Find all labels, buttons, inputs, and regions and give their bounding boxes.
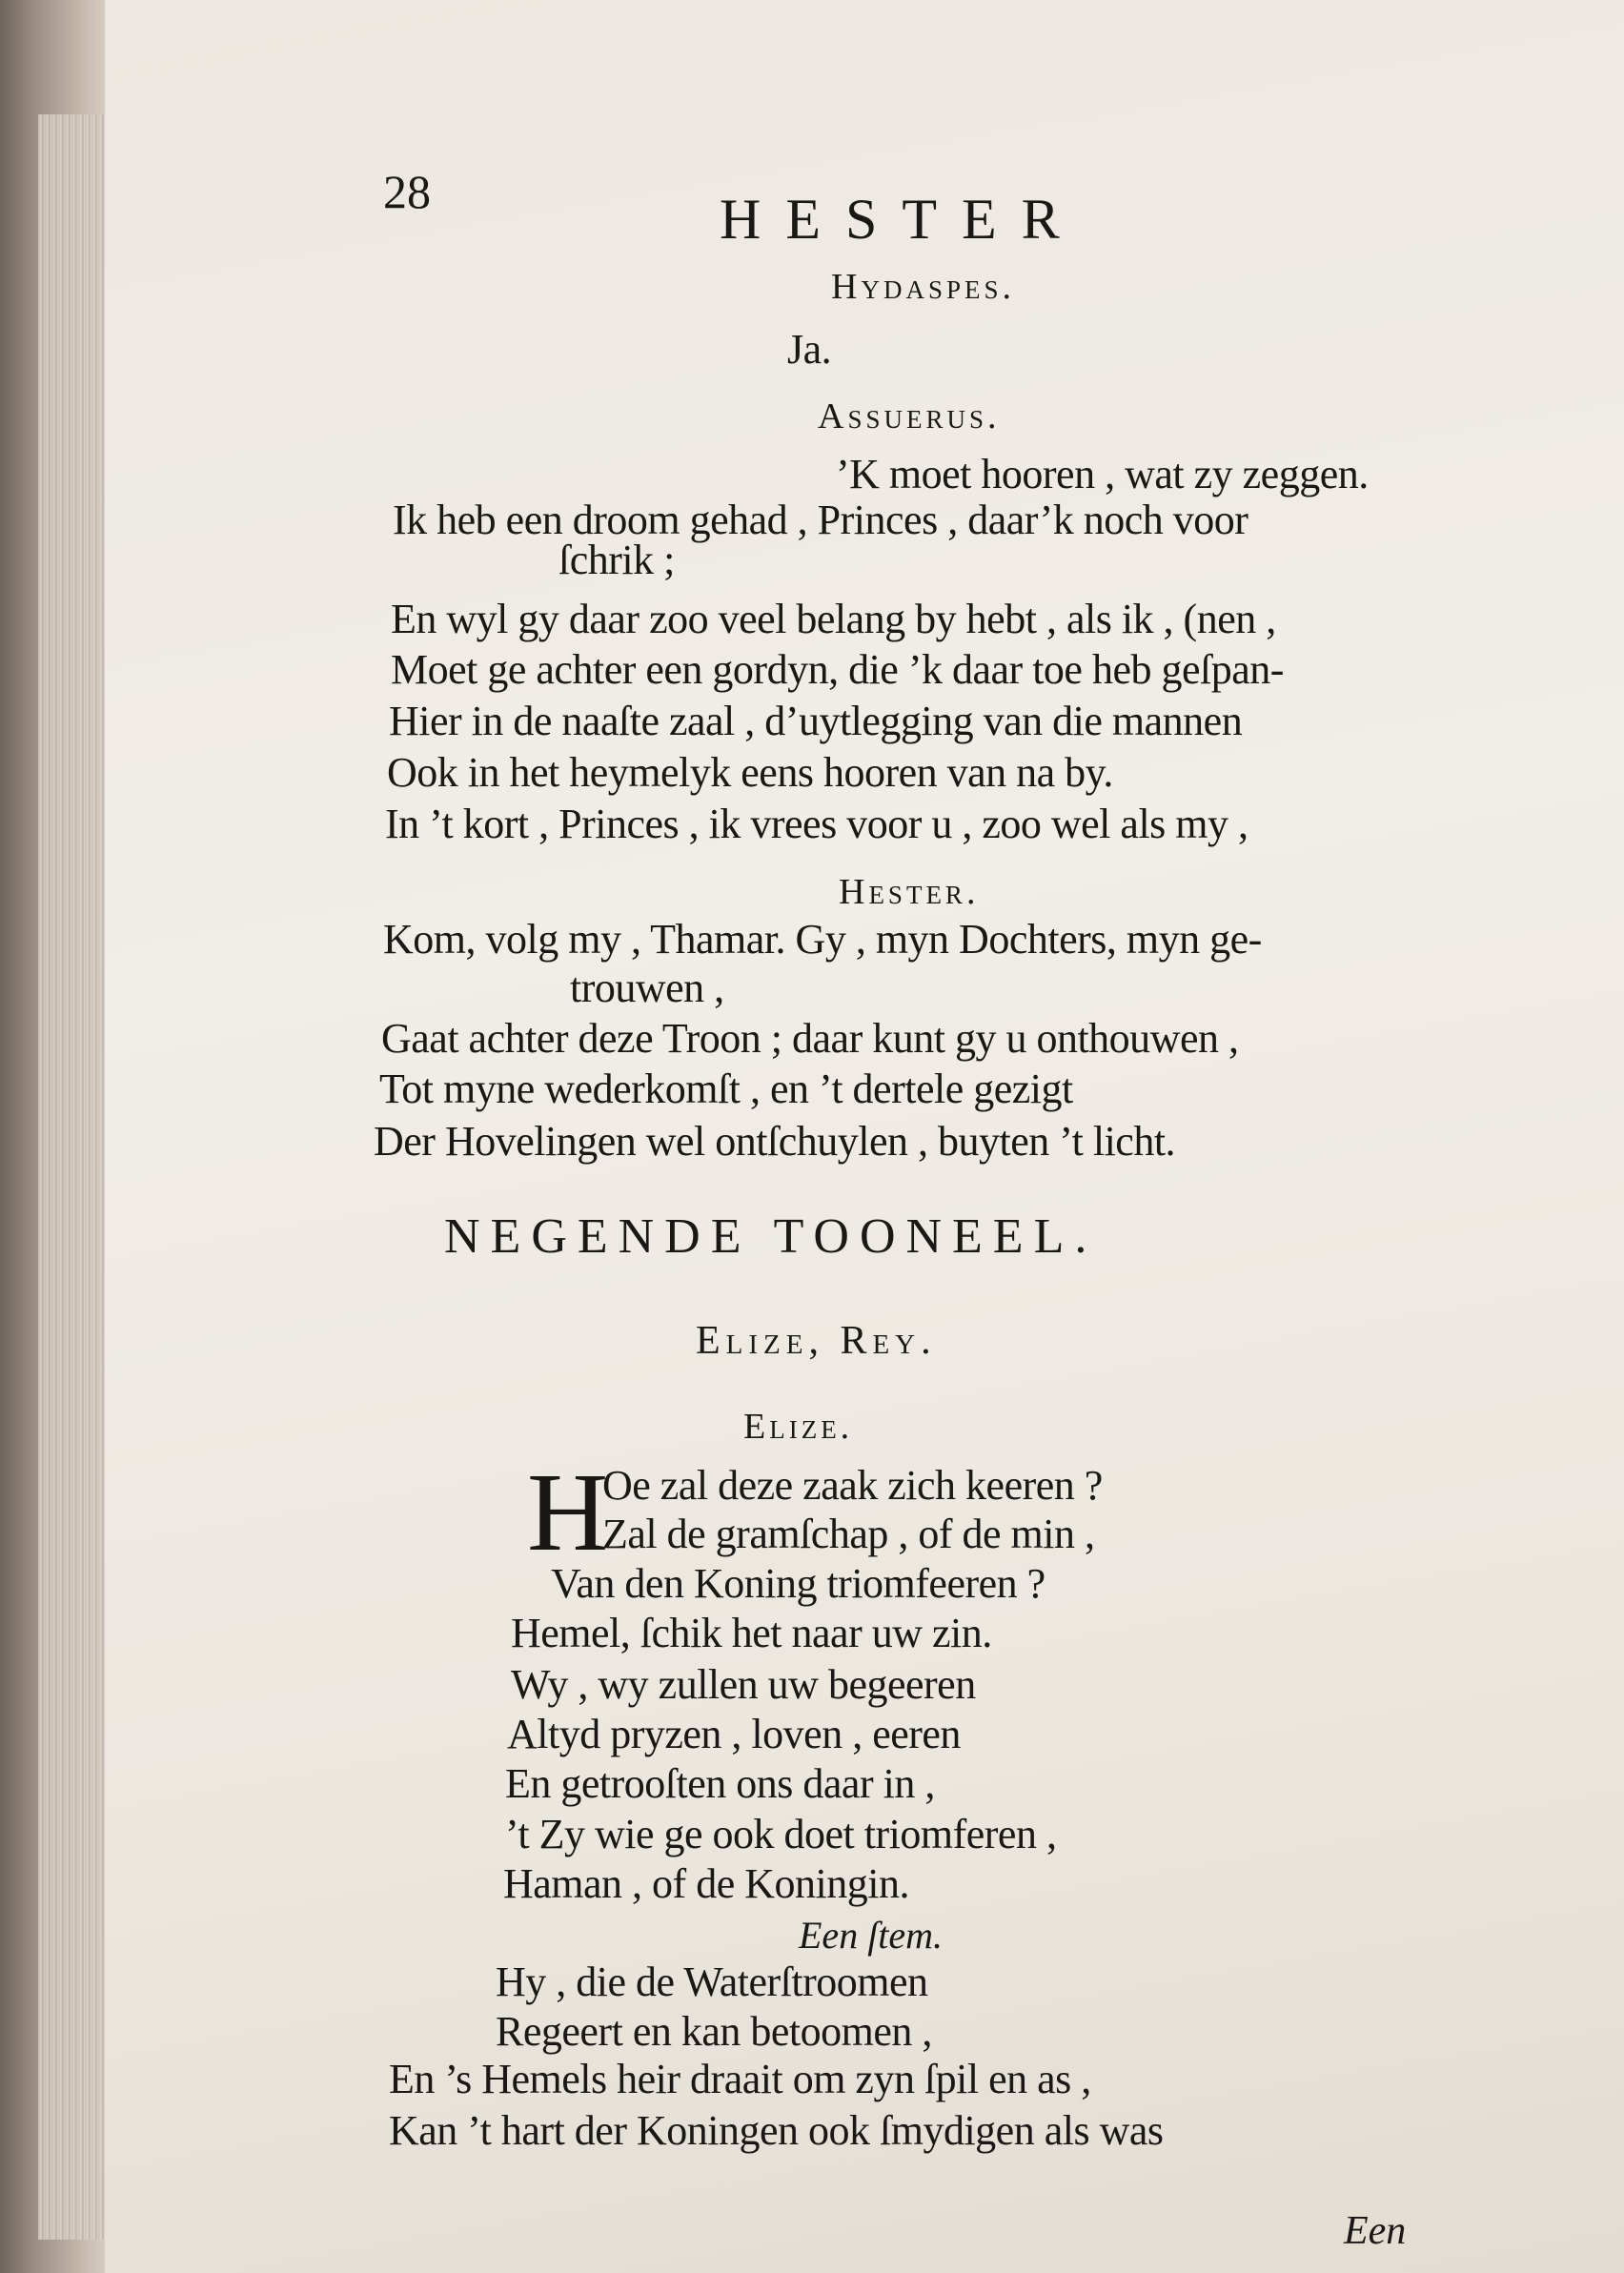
- verse-line: Tot myne wederkomſt , en ’t dertele gezigt: [379, 1065, 1073, 1112]
- verse-line: Ik heb een droom gehad , Princes , daar’k noch voor: [393, 497, 1248, 543]
- speaker-een-stem: Een ſtem.: [799, 1914, 944, 1957]
- verse-line: Ook in het heymelyk eens hooren van na by.: [387, 749, 1113, 796]
- verse-line: Regeert en kan betoomen ,: [496, 2008, 932, 2055]
- verse-line: Van den Koning triomfeeren ?: [551, 1560, 1045, 1607]
- verse-line: Kom, volg my , Thamar. Gy , myn Dochters, myn ge-: [383, 916, 1262, 963]
- verse-line: En wyl gy daar zoo veel belang by hebt , als ik , (nen ,: [391, 596, 1276, 642]
- verse-line: En getrooſten ons daar in ,: [505, 1760, 935, 1807]
- verse-line: Hemel, ſchik het naar uw zin.: [511, 1610, 992, 1656]
- verse-line: Altyd pryzen , loven , eeren: [507, 1711, 961, 1757]
- speaker-elize: Elize.: [743, 1407, 854, 1447]
- verse-line: trouwen ,: [570, 964, 724, 1011]
- verse-line: Zal de gramſchap , of de min ,: [602, 1511, 1095, 1557]
- verse-line: ’t Zy wie ge ook doet triomferen ,: [505, 1811, 1057, 1857]
- speaker-hydaspes: Hydaspes.: [831, 267, 1015, 307]
- verse-line: Hier in de naaſte zaal , d’uytlegging van die mannen: [389, 698, 1243, 744]
- verse-line: En ’s Hemels heir draait om zyn ſpil en as ,: [389, 2056, 1091, 2102]
- verse-line: Ja.: [787, 326, 832, 373]
- speaker-assuerus: Assuerus.: [818, 396, 1001, 436]
- verse-line: Hy , die de Waterſtroomen: [496, 1958, 928, 2005]
- running-head: HESTER: [720, 188, 1085, 251]
- verse-line: Gaat achter deze Troon ; daar kunt gy u onthouwen ,: [381, 1015, 1239, 1062]
- speaker-hester: Hester.: [839, 872, 980, 912]
- verse-line: In ’t kort , Princes , ik vrees voor u , zoo wel als my ,: [385, 801, 1248, 847]
- catchword: Een: [1344, 2209, 1407, 2253]
- verse-line: Moet ge achter een gordyn, die ’k daar toe heb geſpan-: [391, 646, 1284, 693]
- verse-line: Der Hovelingen wel ontſchuylen , buyten ’t licht.: [374, 1118, 1176, 1165]
- verse-line: Kan ’t hart der Koningen ook ſmydigen als was: [389, 2107, 1164, 2154]
- verse-line: Wy , wy zullen uw begeeren: [511, 1661, 976, 1708]
- scene-characters: Elize, Rey.: [696, 1319, 937, 1363]
- verse-line: Haman , of de Koningin.: [503, 1860, 909, 1907]
- page-number: 28: [383, 165, 431, 218]
- verse-line: ſchrik ;: [558, 537, 675, 583]
- drop-capital: H: [527, 1450, 609, 1574]
- scene-title: NEGENDE TOONEEL.: [444, 1209, 1098, 1264]
- verse-line: ’K moet hooren , wat zy zeggen.: [836, 451, 1369, 497]
- verse-line: Oe zal deze zaak zich keeren ?: [602, 1462, 1103, 1509]
